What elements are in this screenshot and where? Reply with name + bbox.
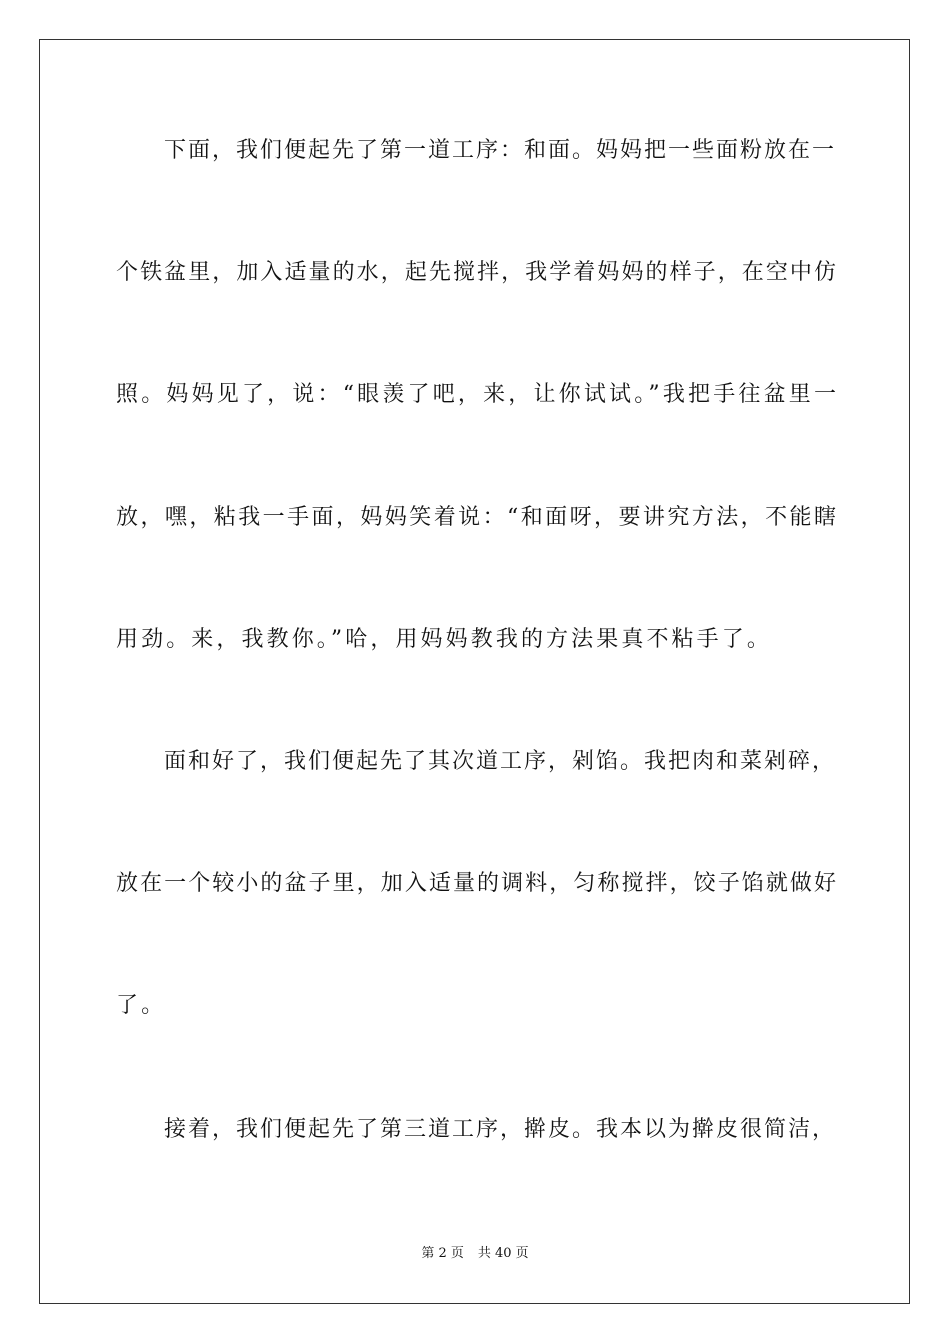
paragraph-2-line-1: 面和好了，我们便起先了其次道工序，剁馅。我把肉和菜剁碎，	[164, 749, 834, 774]
paragraph-2-line-3: 了。	[116, 993, 167, 1018]
paragraph-1-line-3: 照。妈妈见了，说：“眼羡了吧，来，让你试试。”我把手往盆里一	[116, 382, 836, 407]
page-number: 第 2 页	[421, 1246, 464, 1261]
paragraph-1-line-1: 下面，我们便起先了第一道工序：和面。妈妈把一些面粉放在一	[164, 138, 834, 163]
paragraph-1-line-5: 用劲。来，我教你。”哈，用妈妈教我的方法果真不粘手了。	[116, 627, 772, 652]
page-total: 共 40 页	[477, 1246, 529, 1261]
paragraph-1-line-4: 放，嘿，粘我一手面，妈妈笑着说：“和面呀，要讲究方法，不能瞎	[116, 505, 836, 530]
paragraph-2-line-2: 放在一个较小的盆子里，加入适量的调料，匀称搅拌，饺子馅就做好	[116, 871, 836, 896]
page-footer	[0, 1246, 950, 1262]
paragraph-1-line-2: 个铁盆里，加入适量的水，起先搅拌，我学着妈妈的样子，在空中仿	[116, 260, 836, 285]
paragraph-3-line-1: 接着，我们便起先了第三道工序，擀皮。我本以为擀皮很简洁，	[164, 1117, 834, 1142]
